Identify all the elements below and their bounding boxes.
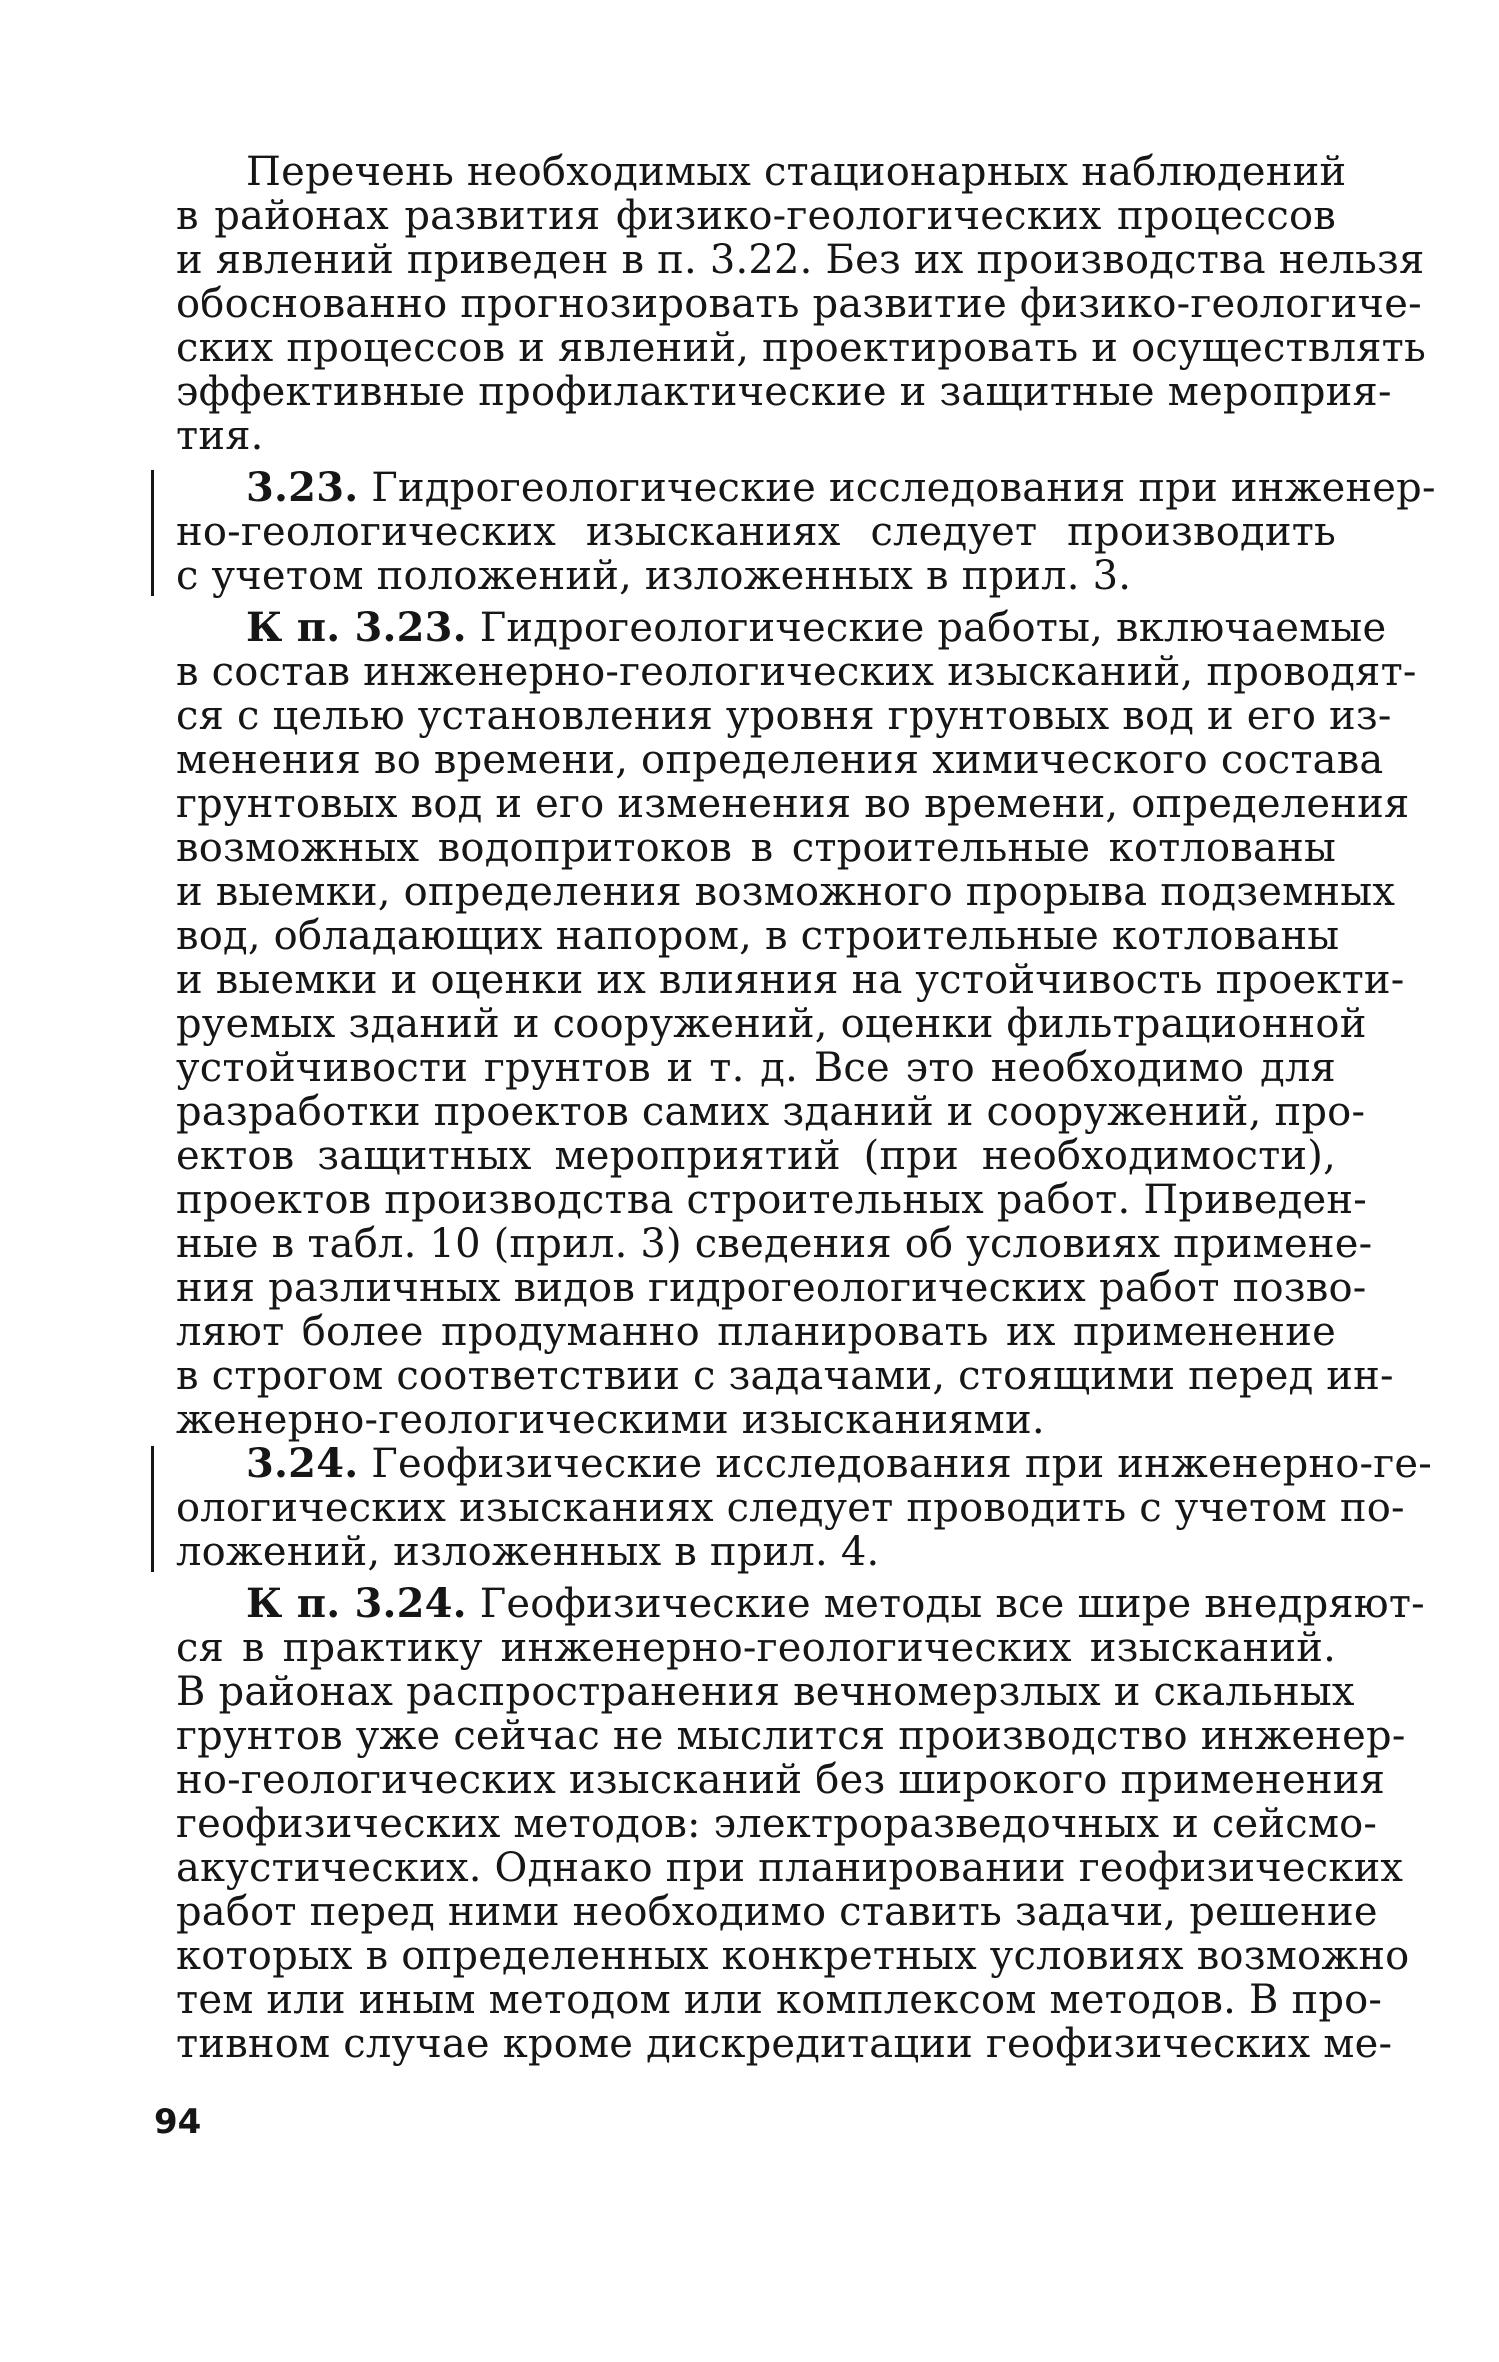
text-line: женерно-геологическими изысканиями. <box>176 1397 1045 1443</box>
clause-text: Геофизические исследования при инженерно-ге- <box>358 1441 1432 1487</box>
text-line: эффективные профилактические и защитные мероприя- <box>176 369 1392 415</box>
text-line: которых в определенных конкретных условиях возможно <box>176 1933 1410 1979</box>
commentary-text: Гидрогеологические работы, включаемые <box>466 605 1387 651</box>
text-line: ся с целью установления уровня грунтовых вод и его из- <box>176 693 1392 739</box>
text-line <box>246 604 1387 651</box>
text-line: ологических изысканиях следует проводить с учетом по- <box>176 1485 1405 1531</box>
clause-number: 3.24. <box>246 1440 359 1487</box>
text-line: руемых зданий и сооружений, оценки фильтрационной <box>176 1001 1367 1047</box>
text-line: вод, обладающих напором, в строительные котлованы <box>176 913 1340 959</box>
text-line: разработки проектов самих зданий и сооружений, про- <box>176 1089 1366 1135</box>
text-line: обоснованно прогнозировать развитие физико-геологиче- <box>176 281 1422 327</box>
commentary-ref: К п. 3.24. <box>246 1580 467 1627</box>
text-line: ложений, изложенных в прил. 4. <box>176 1529 880 1575</box>
text-line: ся в практику инженерно-геологических изысканий. <box>176 1625 1336 1671</box>
text-line <box>246 1580 1425 1627</box>
text-line: проектов производства строительных работ. Приведен- <box>176 1177 1367 1223</box>
text-line: тивном случае кроме дискредитации геофизических ме- <box>176 2021 1393 2067</box>
text-line: Перечень необходимых стационарных наблюдений <box>246 149 1347 195</box>
text-line: и явлений приведен в п. 3.22. Без их производства нельзя <box>176 237 1425 283</box>
text-line: тия. <box>176 413 264 459</box>
text-line: В районах распространения вечномерзлых и скальных <box>176 1669 1355 1715</box>
text-line: грунтов уже сейчас не мыслится производство инженер- <box>176 1713 1406 1759</box>
text-line: но-геологических изысканий без широкого применения <box>176 1757 1386 1803</box>
text-line: геофизических методов: электроразведочных и сейсмо- <box>176 1801 1378 1847</box>
text-line: ляют более продуманно планировать их применение <box>176 1309 1336 1355</box>
text-line: и выемки и оценки их влияния на устойчивость проекти- <box>176 957 1405 1003</box>
text-line: и выемки, определения возможного прорыва подземных <box>176 869 1396 915</box>
text-line: ектов защитных мероприятий (при необходимости), <box>176 1133 1336 1179</box>
text-line: ских процессов и явлений, проектировать и осуществлять <box>176 325 1426 371</box>
text-line: в строгом соответствии с задачами, стоящими перед ин- <box>176 1353 1394 1399</box>
text-line: в состав инженерно-геологических изысканий, проводят- <box>176 649 1417 695</box>
text-line: грунтовых вод и его изменения во времени, определения <box>176 781 1410 827</box>
commentary-text: Геофизические методы все шире внедряют- <box>466 1581 1425 1627</box>
text-line: устойчивости грунтов и т. д. Все это необходимо для <box>176 1045 1336 1091</box>
text-line: но-геологических изысканиях следует производить <box>176 509 1336 555</box>
text-line: работ перед ними необходимо ставить задачи, решение <box>176 1889 1378 1935</box>
text-line: тем или иным методом или комплексом методов. В про- <box>176 1977 1383 2023</box>
commentary-ref: К п. 3.23. <box>246 604 467 651</box>
change-bar <box>151 470 154 596</box>
text-line <box>246 1440 1432 1487</box>
page-number: 94 <box>154 2102 202 2142</box>
text-line <box>246 464 1436 511</box>
change-bar <box>151 1446 154 1572</box>
text-line: с учетом положений, изложенных в прил. 3. <box>176 553 1132 599</box>
text-line: возможных водопритоков в строительные котлованы <box>176 825 1336 871</box>
text-line: акустических. Однако при планировании геофизических <box>176 1845 1404 1891</box>
clause-number: 3.23. <box>246 464 359 511</box>
text-line: ные в табл. 10 (прил. 3) сведения об условиях примене- <box>176 1221 1373 1267</box>
text-line: в районах развития физико-геологических процессов <box>176 193 1336 239</box>
text-line: менения во времени, определения химического состава <box>176 737 1384 783</box>
text-line: ния различных видов гидрогеологических работ позво- <box>176 1265 1367 1311</box>
clause-text: Гидрогеологические исследования при инженер- <box>358 465 1436 511</box>
